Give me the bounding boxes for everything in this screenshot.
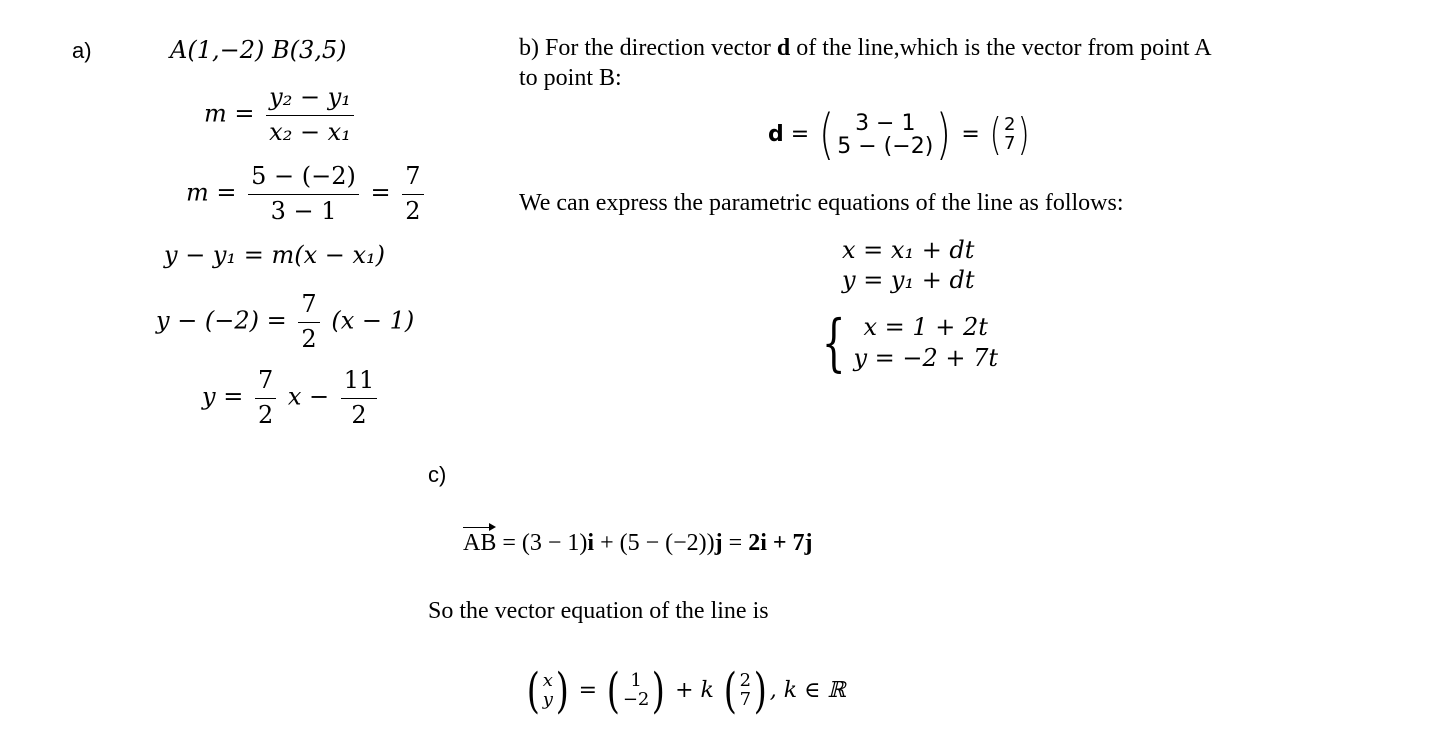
part-b-intro-line1 (519, 36, 1212, 60)
final-fraction-2 (341, 367, 378, 429)
left-paren-2: ( (989, 109, 1002, 160)
parametric-system (814, 306, 999, 380)
slope-calculation (186, 163, 428, 225)
calc-numerator: 5 − (−2) (248, 163, 359, 195)
slope-formula (204, 84, 358, 146)
vector-line-equation (524, 663, 846, 719)
part-c-label: c) (428, 462, 447, 487)
system-x: x = 1 + 2t (863, 313, 988, 341)
ab-result: 2i + 7j (748, 530, 813, 556)
xy-right-paren: ) (555, 663, 569, 719)
d-equals-2: = (961, 122, 980, 147)
point-bottom: −2 (622, 689, 650, 710)
calc-result-denominator: 2 (405, 196, 421, 225)
calc-fraction (248, 163, 359, 225)
right-paren-2: ) (1017, 109, 1031, 160)
unit-i: i (587, 530, 595, 556)
vector-equation-intro: So the vector equation of the line is (428, 598, 769, 624)
slope-lhs: m = (204, 99, 255, 128)
sub-denominator: 2 (301, 324, 317, 353)
dir-bottom: 7 (739, 689, 752, 710)
final-equation (202, 367, 381, 429)
sub-lhs: y − (−2) = (156, 306, 287, 335)
vector-equals: = (578, 678, 598, 703)
calc-denominator: 3 − 1 (270, 196, 337, 225)
sub-fraction (298, 291, 319, 353)
final-mid: x − (287, 382, 330, 411)
sub-rhs: (x − 1) (331, 306, 415, 335)
slope-numerator: y₂ − y₁ (266, 84, 354, 116)
ab-eq2: = (722, 530, 749, 556)
calc-equals: = (370, 178, 391, 207)
d-equals: = (790, 122, 810, 147)
d-result-top: 2 (1003, 114, 1016, 136)
part-b-intro-line2: to point B: (519, 65, 622, 91)
intro-text-1: b) For the direction vector (519, 35, 771, 61)
point-slope-form: y − y₁ = m(x − x₁) (164, 241, 386, 269)
final-numerator-1: 7 (255, 367, 276, 399)
unit-j: j (714, 530, 723, 556)
k-domain: , k ∈ ℝ (769, 678, 846, 703)
d-result-bottom: 7 (1003, 133, 1016, 154)
d-result-vector (1004, 116, 1015, 154)
left-paren: ( (819, 103, 835, 166)
substituted-equation (156, 291, 414, 353)
param-x-general: x = x₁ + dt (842, 236, 975, 264)
right-paren: ) (936, 103, 952, 166)
d-bottom: 5 − (−2) (837, 134, 934, 159)
intro-bold-d: d (776, 35, 791, 61)
points-a-b: A(1,−2) B(3,5) (170, 36, 347, 64)
plus-k: + k (675, 678, 714, 703)
final-numerator-2: 11 (341, 367, 378, 399)
xy-left-paren: ( (526, 663, 540, 719)
left-brace: { (821, 306, 846, 380)
ab-vector-equation (463, 531, 813, 555)
final-lhs: y = (202, 382, 244, 411)
ab-vector-label: AB (463, 530, 497, 556)
final-fraction-1 (255, 367, 276, 429)
dir-left-paren: ( (723, 663, 737, 719)
parametric-intro: We can express the parametric equations of the line as follows: (519, 190, 1124, 216)
direction-vector (740, 672, 751, 710)
sub-numerator: 7 (298, 291, 319, 323)
final-denominator-1: 2 (257, 400, 274, 429)
system-y: y = −2 + 7t (853, 344, 999, 373)
point-vector (623, 672, 650, 710)
dir-right-paren: ) (753, 663, 767, 719)
ab-mid: + (5 − (−2)) (594, 530, 715, 556)
point-top: 1 (630, 670, 642, 692)
slope-denominator: x₂ − x₁ (269, 117, 351, 146)
point-right-paren: ) (652, 663, 666, 719)
d-column-vector (837, 112, 933, 158)
xy-vector (543, 672, 553, 710)
slope-fraction (266, 84, 354, 146)
calc-result-fraction (402, 163, 423, 225)
xy-bottom: y (542, 689, 553, 710)
final-denominator-2: 2 (351, 400, 367, 429)
intro-text-2: of the line,which is the vector from point A (796, 35, 1212, 61)
xy-top: x (542, 670, 553, 692)
calc-lhs: m = (186, 178, 237, 207)
direction-vector-equation (768, 103, 1033, 166)
ab-eq: = (3 − 1) (502, 530, 588, 556)
d-top: 3 − 1 (855, 110, 916, 136)
d-label: d (768, 122, 784, 147)
system-equations (853, 312, 998, 374)
point-left-paren: ( (606, 663, 621, 719)
part-a-label: a) (72, 38, 92, 63)
dir-top: 2 (739, 670, 752, 692)
calc-result-numerator: 7 (402, 163, 423, 195)
param-y-general: y = y₁ + dt (842, 266, 975, 294)
